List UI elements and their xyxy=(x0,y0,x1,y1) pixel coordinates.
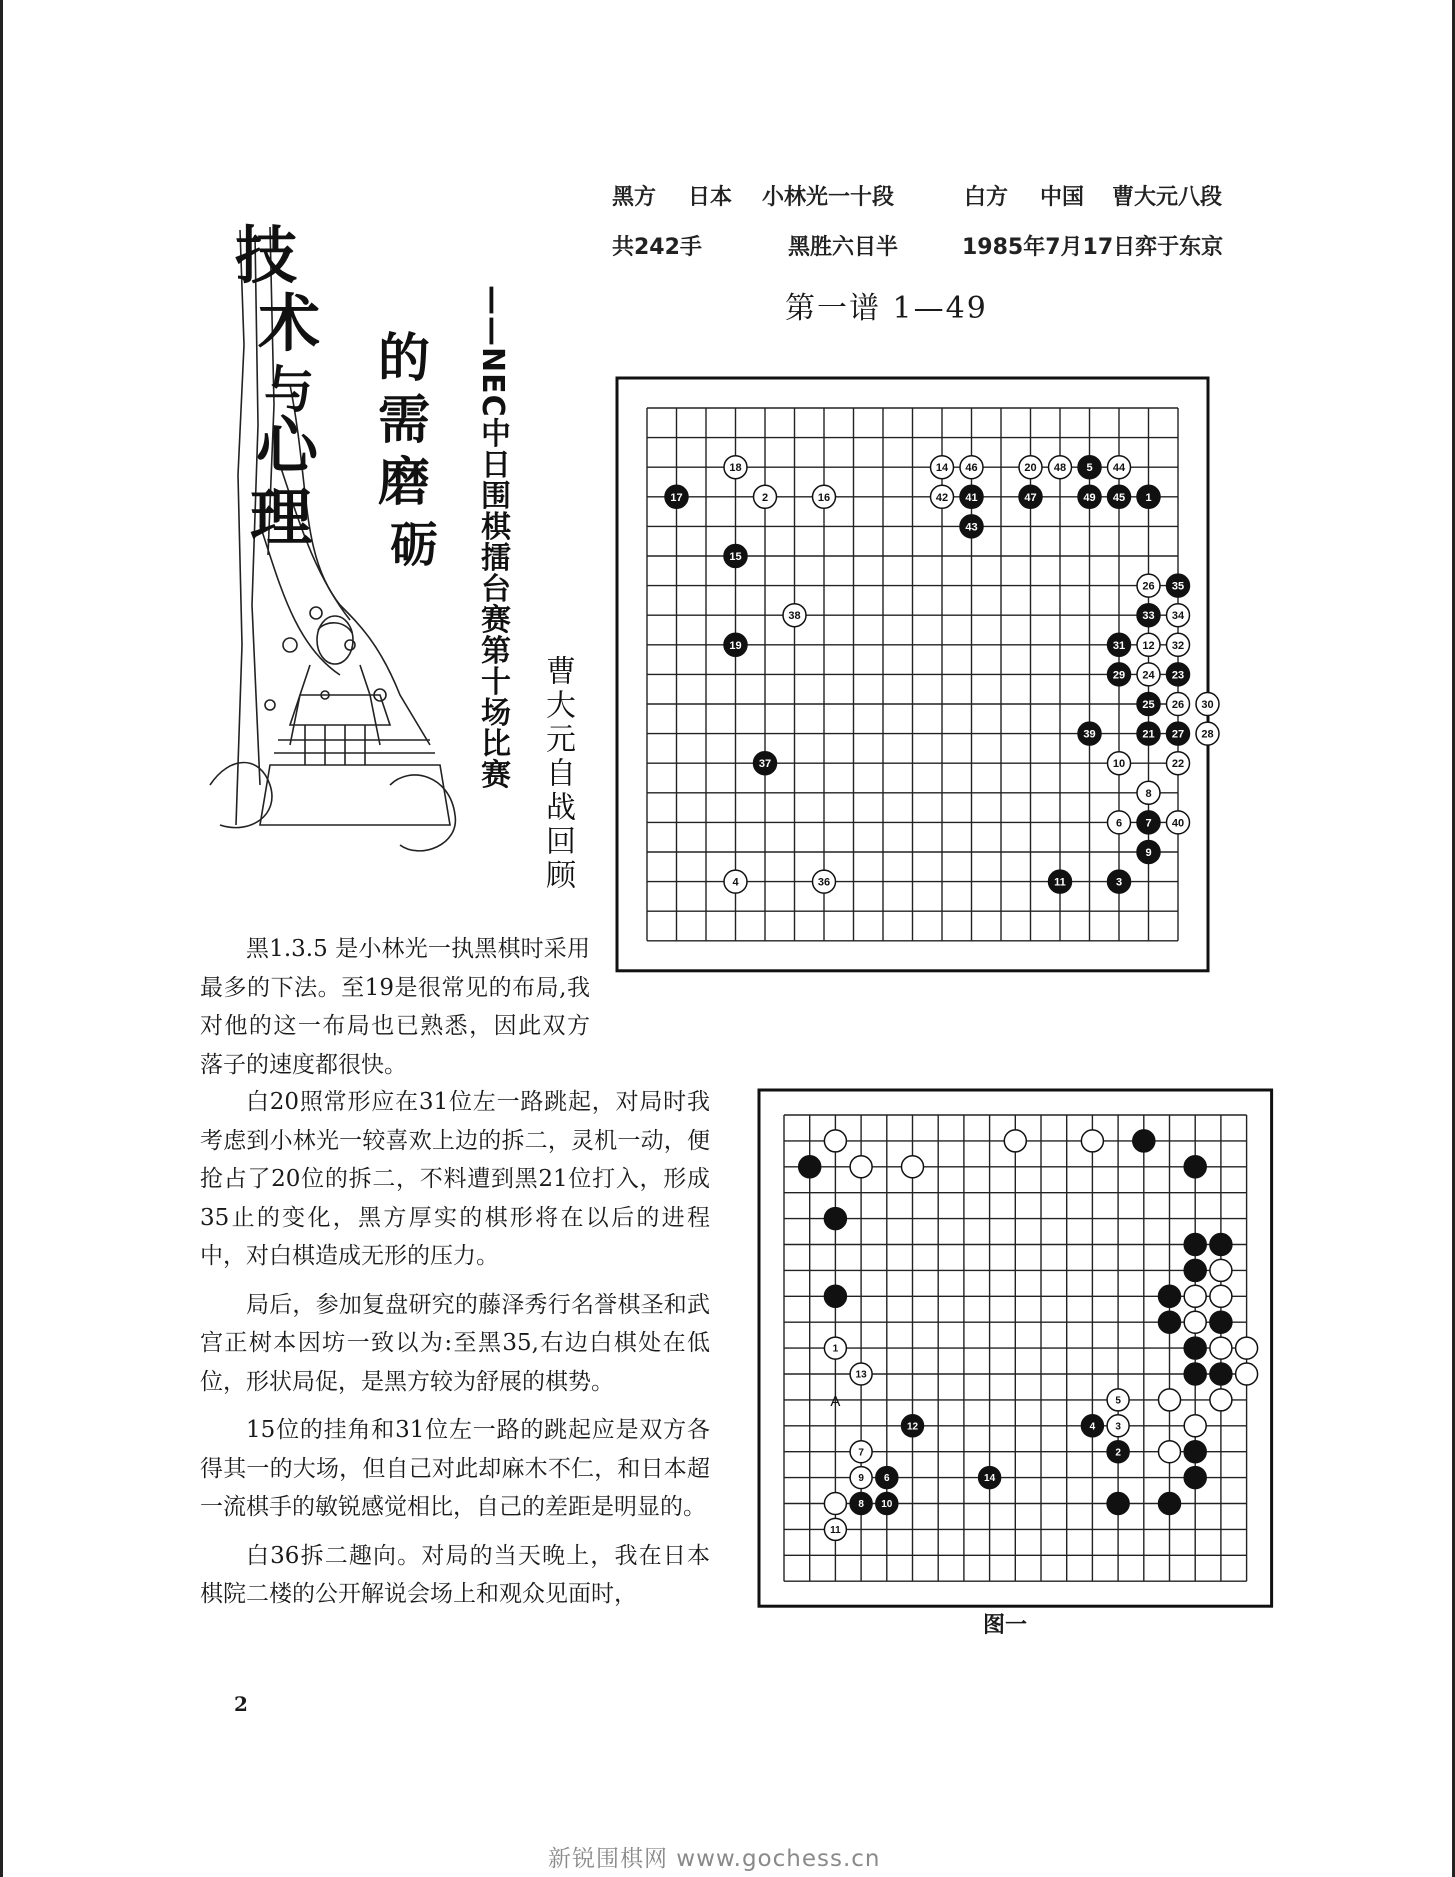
move-number: 21 xyxy=(1142,728,1155,741)
move-number: 36 xyxy=(817,876,831,889)
white-stone xyxy=(850,1363,872,1385)
white-stone xyxy=(1137,633,1160,656)
move-number: 9 xyxy=(858,1473,864,1485)
page-number: 2 xyxy=(234,1692,248,1716)
black-stone xyxy=(724,633,747,656)
white-stone xyxy=(1107,1415,1129,1437)
black-stone xyxy=(665,485,688,508)
black-stone xyxy=(1108,663,1131,686)
move-number: 4 xyxy=(1089,1421,1096,1433)
move-number: 17 xyxy=(670,491,683,504)
move-number: 7 xyxy=(858,1447,864,1459)
white-stone xyxy=(1004,1130,1026,1152)
black-stone xyxy=(1107,1441,1129,1463)
white-stone xyxy=(902,1156,924,1178)
black-stone xyxy=(850,1493,872,1515)
white-stone xyxy=(1196,693,1219,716)
move-number: 25 xyxy=(1142,698,1155,711)
black-stone xyxy=(1108,633,1131,656)
move-number: 4 xyxy=(732,876,739,889)
black-stone xyxy=(1184,1234,1206,1256)
white-stone xyxy=(960,456,983,479)
move-number: 6 xyxy=(1115,817,1123,830)
white-stone xyxy=(931,456,954,479)
point-label-a: A xyxy=(830,1392,841,1410)
white-stone xyxy=(1167,604,1190,627)
move-number: 44 xyxy=(1112,462,1126,475)
move-number: 11 xyxy=(1054,876,1066,889)
title-char-7: 需 xyxy=(378,390,431,451)
go-board-record-1 xyxy=(616,377,1214,961)
move-number: 1 xyxy=(832,1343,839,1355)
white-stone xyxy=(1167,752,1190,775)
white-stone xyxy=(850,1156,872,1178)
black-stone xyxy=(876,1493,898,1515)
white-stone xyxy=(1137,663,1160,686)
white-stone xyxy=(1049,456,1072,479)
move-number: 9 xyxy=(1145,846,1152,859)
black-stone xyxy=(824,1285,846,1307)
title-char-4: 心 xyxy=(256,409,319,482)
black-stone xyxy=(1107,1493,1129,1515)
commentary-paragraph-5: 白36拆二趣向。对局的当天晚上，我在日本棋院二楼的公开解说会场上和观众见面时， xyxy=(200,1542,710,1607)
game-date-place: 1985年7月17日弈于东京 xyxy=(962,235,1224,260)
white-stone xyxy=(1159,1441,1181,1463)
move-number: 43 xyxy=(965,521,978,534)
black-player: 小林光一十段 xyxy=(762,185,895,210)
move-number: 10 xyxy=(1112,758,1126,771)
white-stone xyxy=(724,456,747,479)
move-number: 16 xyxy=(817,491,831,504)
move-number: 2 xyxy=(761,491,769,504)
black-stone xyxy=(1137,841,1160,864)
move-number: 6 xyxy=(884,1473,890,1485)
black-stone xyxy=(1210,1311,1232,1333)
move-number: 14 xyxy=(984,1473,996,1485)
black-stone xyxy=(1108,485,1131,508)
total-moves: 共242手 xyxy=(612,235,702,260)
move-number: 26 xyxy=(1171,698,1185,711)
black-stone xyxy=(1078,722,1101,745)
black-stone xyxy=(979,1467,1001,1489)
white-stone xyxy=(850,1441,872,1463)
black-stone xyxy=(1184,1337,1206,1359)
black-stone xyxy=(1159,1311,1181,1333)
white-label: 白方 xyxy=(964,185,1009,210)
black-stone xyxy=(1137,722,1160,745)
black-stone xyxy=(1078,456,1101,479)
black-stone xyxy=(1137,811,1160,834)
black-stone xyxy=(1133,1130,1155,1152)
black-stone xyxy=(1081,1415,1103,1437)
move-number: 35 xyxy=(1171,580,1185,593)
move-number: 20 xyxy=(1024,462,1037,475)
black-stone xyxy=(1184,1259,1206,1281)
game-info xyxy=(612,180,1252,280)
move-number: 26 xyxy=(1142,580,1155,593)
black-stone xyxy=(960,515,983,538)
title-char-8: 磨 xyxy=(378,452,431,513)
move-number: 12 xyxy=(906,1421,919,1433)
white-stone xyxy=(1137,781,1160,804)
move-number: 27 xyxy=(1171,728,1185,741)
black-stone xyxy=(1167,663,1190,686)
black-stone xyxy=(1184,1363,1206,1385)
watermark: 新锐围棋网 www.gochess.cn xyxy=(548,1846,881,1872)
move-number: 46 xyxy=(965,462,978,475)
white-stone xyxy=(783,604,806,627)
move-number: 11 xyxy=(830,1525,841,1536)
move-number: 8 xyxy=(1145,787,1152,800)
commentary-paragraph-1: 黑1.3.5 是小林光一执黑棋时采用最多的下法。至19是很常见的布局,我对他的这一布局也已熟悉，因此双方落子的速度都很快。 xyxy=(200,936,590,1078)
move-number: 41 xyxy=(965,491,978,504)
commentary-paragraph-4: 15位的挂角和31位左一路的跳起应是双方各得其一的大场，但自己对此却麻木不仁，和日本超一流棋手的敏锐感觉相比，自己的差距是明显的。 xyxy=(200,1417,710,1520)
white-stone xyxy=(1184,1415,1206,1437)
move-number: 45 xyxy=(1112,491,1126,504)
black-stone xyxy=(1049,870,1072,893)
commentary-paragraph-3: 局后，参加复盘研究的藤泽秀行名誉棋圣和武宫正树本因坊一致以为:至黑35,右边白棋处在低位，形状局促，是黑方较为舒展的棋势。 xyxy=(200,1291,710,1395)
article-author: 曹大元自战回顾 xyxy=(540,655,575,893)
move-number: 30 xyxy=(1201,698,1214,711)
white-stone xyxy=(813,485,836,508)
article-subtitle: ——NEC中日围棋擂台赛第十场比赛 xyxy=(475,285,510,790)
white-stone xyxy=(1108,456,1131,479)
move-number: 10 xyxy=(881,1499,893,1511)
white-stone xyxy=(824,1493,846,1515)
record-title: 第一谱 1—49 xyxy=(785,291,988,326)
white-stone xyxy=(1137,574,1160,597)
game-result: 黑胜六目半 xyxy=(788,235,899,260)
black-stone xyxy=(1184,1467,1206,1489)
white-stone xyxy=(1167,811,1190,834)
move-number: 32 xyxy=(1171,639,1185,652)
white-stone xyxy=(824,1337,846,1359)
move-number: 8 xyxy=(858,1499,864,1511)
white-stone xyxy=(754,485,777,508)
white-stone xyxy=(1210,1259,1232,1281)
white-stone xyxy=(1196,722,1219,745)
move-number: 5 xyxy=(1115,1395,1121,1407)
move-number: 18 xyxy=(729,462,742,475)
move-number: 40 xyxy=(1171,817,1185,830)
title-char-6: 的 xyxy=(378,328,431,389)
white-stone xyxy=(1019,456,1042,479)
move-number: 1 xyxy=(1145,491,1152,504)
white-stone xyxy=(1108,752,1131,775)
move-number: 39 xyxy=(1083,728,1096,741)
black-stone xyxy=(1167,574,1190,597)
white-stone xyxy=(1236,1337,1258,1359)
black-stone xyxy=(1078,485,1101,508)
title-char-2: 术 xyxy=(258,287,321,360)
black-stone xyxy=(799,1156,821,1178)
black-stone xyxy=(902,1415,924,1437)
page-border-left xyxy=(0,0,3,1877)
black-stone xyxy=(1184,1156,1206,1178)
move-number: 34 xyxy=(1171,610,1185,623)
move-number: 38 xyxy=(788,610,801,623)
move-number: 2 xyxy=(1115,1447,1121,1459)
black-stone xyxy=(1210,1363,1232,1385)
white-stone xyxy=(1210,1389,1232,1411)
black-label: 黑方 xyxy=(612,185,657,210)
black-stone xyxy=(754,752,777,775)
figure-caption: 图一 xyxy=(983,1613,1028,1638)
black-stone xyxy=(1019,485,1042,508)
move-number: 28 xyxy=(1201,728,1214,741)
black-stone xyxy=(1137,604,1160,627)
move-number: 19 xyxy=(729,639,742,652)
white-player: 曹大元八段 xyxy=(1112,185,1223,210)
move-number: 49 xyxy=(1083,491,1096,504)
black-stone xyxy=(824,1208,846,1230)
white-stone xyxy=(1167,693,1190,716)
move-number: 48 xyxy=(1053,462,1067,475)
move-number: 47 xyxy=(1024,491,1037,504)
white-stone xyxy=(850,1467,872,1489)
white-stone xyxy=(1210,1285,1232,1307)
move-number: 31 xyxy=(1112,639,1126,652)
black-stone xyxy=(1210,1234,1232,1256)
title-char-5: 理 xyxy=(250,481,313,554)
black-stone xyxy=(1167,722,1190,745)
white-stone xyxy=(1210,1337,1232,1359)
black-stone xyxy=(1159,1285,1181,1307)
white-country: 中国 xyxy=(1040,185,1085,210)
white-stone xyxy=(1167,633,1190,656)
white-stone xyxy=(813,870,836,893)
move-number: 12 xyxy=(1142,639,1155,652)
move-number: 29 xyxy=(1112,669,1126,682)
commentary-body xyxy=(200,1083,710,1624)
white-stone xyxy=(1108,811,1131,834)
white-stone xyxy=(824,1518,846,1540)
white-stone xyxy=(1081,1130,1103,1152)
white-stone xyxy=(824,1130,846,1152)
white-stone xyxy=(1159,1389,1181,1411)
move-number: 3 xyxy=(1115,1421,1121,1433)
move-number: 5 xyxy=(1086,462,1093,475)
white-stone xyxy=(1236,1363,1258,1385)
white-stone xyxy=(1184,1285,1206,1307)
move-number: 15 xyxy=(729,550,742,563)
go-board-figure-1 xyxy=(758,1089,1264,1597)
result-row xyxy=(612,230,1252,280)
black-country: 日本 xyxy=(688,185,733,210)
black-stone xyxy=(1137,693,1160,716)
move-number: 24 xyxy=(1142,669,1155,682)
move-number: 23 xyxy=(1171,669,1185,682)
commentary-paragraph-2: 白20照常形应在31位左一路跳起，对局时我考虑到小林光一较喜欢上边的拆二，灵机一动，便抢占了20位的拆二，不料遭到黑21位打入，形成35止的变化，黑方厚实的棋形将在以后的进程中，对白棋造成无形的压力。 xyxy=(200,1089,710,1269)
black-stone xyxy=(1137,485,1160,508)
move-number: 13 xyxy=(855,1369,867,1381)
players-row xyxy=(612,180,1252,230)
white-stone xyxy=(1107,1389,1129,1411)
black-stone xyxy=(876,1467,898,1489)
title-artwork xyxy=(230,219,460,865)
title-char-1: 技 xyxy=(235,219,298,292)
black-stone xyxy=(1159,1493,1181,1515)
black-stone xyxy=(724,545,747,568)
black-stone xyxy=(1108,870,1131,893)
commentary-intro xyxy=(200,930,590,1094)
black-stone xyxy=(960,485,983,508)
move-number: 42 xyxy=(935,491,949,504)
title-char-3: 与 xyxy=(264,360,314,419)
move-number: 33 xyxy=(1142,610,1155,623)
white-stone xyxy=(1184,1311,1206,1333)
move-number: 7 xyxy=(1145,817,1152,830)
move-number: 37 xyxy=(758,758,772,771)
move-number: 14 xyxy=(935,462,949,475)
move-number: 3 xyxy=(1115,876,1123,889)
black-stone xyxy=(1184,1441,1206,1463)
white-stone xyxy=(931,485,954,508)
move-number: 22 xyxy=(1171,758,1185,771)
white-stone xyxy=(724,870,747,893)
title-char-9: 砺 xyxy=(390,517,439,573)
